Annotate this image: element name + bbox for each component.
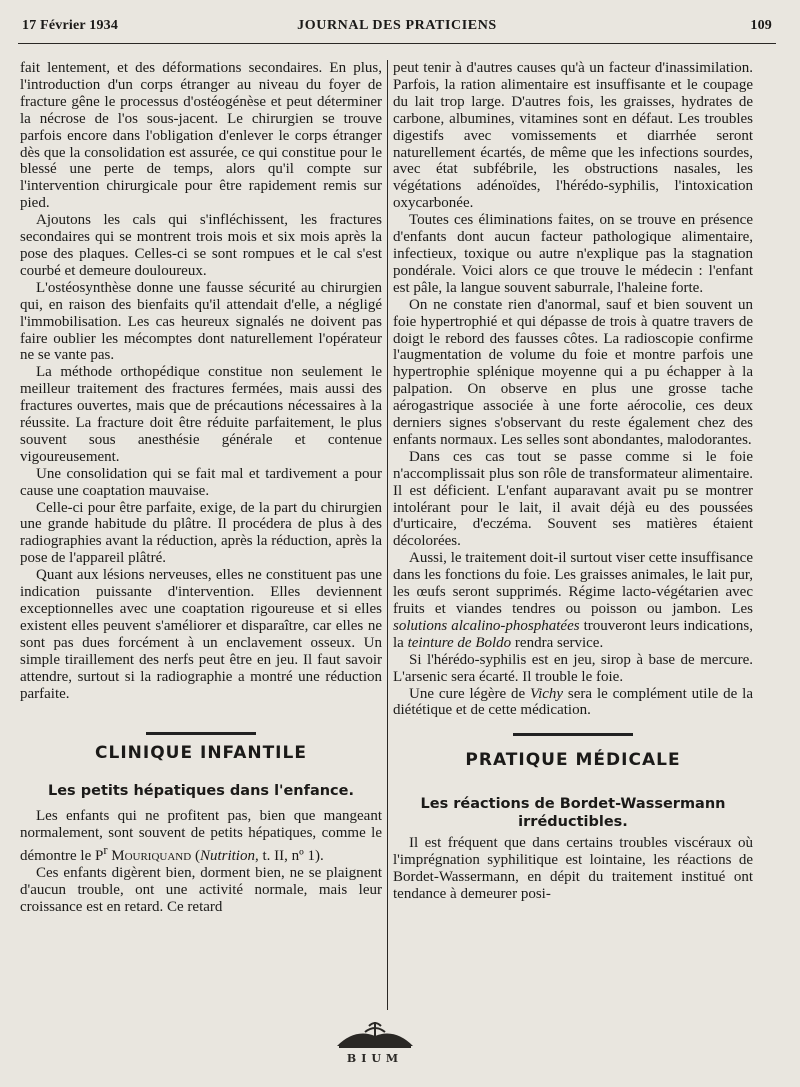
paragraph: Une consolidation qui se fait mal et tardivement a pour cause une coaptation mauvaise. xyxy=(20,465,382,499)
section-heading-pratique: PRATIQUE MÉDICALE xyxy=(465,750,681,771)
paragraph: Ajoutons les cals qui s'infléchissent, les fractures secondaires qui se montrent trois mois et six mois après la pose des plaques. Celles-ci se sont rompues et le cal s'est courbé et demeure douloureux. xyxy=(20,212,382,279)
article-title-hepatiques: Les petits hépatiques dans l'enfance. xyxy=(47,783,354,800)
journal-reference: Nutrition xyxy=(199,848,255,865)
paragraph: Les enfants qui ne profitent pas, bien que mangeant normalement, sont souvent de petits hépatiques, comme le démontre le $P^r$ Mouriquand (Nutrition, t. II, nº 1). xyxy=(20,808,382,865)
paragraph: On ne constate rien d'anormal, sauf et bien souvent un foie hypertrophié et qui dépasse de trois à quatre travers de doigt le rebord des fausses côtes. La radioscopie confirme l'augmentation de volume du foie et montre parfois une hypertrophie splénique moyenne qui a pu échapper à la palpation. On observe en plus une grosse tache aérogastrique associée à une forte aérocolie, ces deux derniers signes s'observant du reste également chez des enfants normaux. Les selles sont abondantes, malodorantes. xyxy=(393,296,753,448)
paragraph: Dans ces cas tout se passe comme si le foie n'accomplissait plus son rôle de transformateur alimentaire. Il est déficient. L'enfant auparavant avait pu se montrer intolérant pour le lait, il avait déjà eu des poussées d'urticaire, d'eczéma. Souvent ses matières étaient décolorées. xyxy=(393,448,753,550)
article-title-bordet: Les réactions de Bordet-Wassermann irréductibles. xyxy=(420,796,726,831)
paragraph: fait lentement, et des déformations secondaires. En plus, l'introduction d'un corps étranger au niveau du foyer de fracture gêne le processus d'ostéogénèse et peut déterminer la nécrose de l'os sous-jacent. Le chirurgien se trouve parfois encore dans l'obligation d'enlever le corps étranger dès que la consolidation est assurée, ce qui constitue pour le blessé une perte de temps, alors qu'il compte sur l'intervention chirurgicale pour être rapidement remis sur pied. xyxy=(20,60,382,212)
logo-label: BIUM xyxy=(346,1052,404,1065)
paragraph: Il est fréquent que dans certains troubles viscéraux où l'imprégnation syphilitique est lointaine, les réactions de Bordet-Wassermann, en dépit du traitement institué ont tendance à demeurer posi- xyxy=(393,835,753,902)
author-name: Mouriquand xyxy=(111,848,192,865)
page-number: 109 xyxy=(750,18,772,33)
library-emblem-icon xyxy=(335,1020,415,1050)
paragraph: Quant aux lésions nerveuses, elles ne constituent pas une indication puissante d'intervention. Elles deviennent exceptionnelles avec une coaptation rigoureuse et si elles existent elles peuvent s'améliorer et disparaître, car elles ne sont pas dues forcément à un enclavement osseux. Un simple tiraillement des nerfs peut être en jeu. Il faut savoir attendre, surtout si la radiographie a montré une réduction parfaite. xyxy=(20,567,382,702)
paragraph: peut tenir à d'autres causes qu'à un facteur d'inassimilation. Parfois, la ration alimentaire est insuffisante et le coupage du lait trop large. D'autres fois, les graisses, hydrates de carbone, albumines, vitamines sont en défaut. Les troubles digestifs avec vomissements et diarrhée seront naturellement écartés, de même que les infections sourdes, avec état subfébrile, les obstructions nasales, les végétations adénoïdes, l'hérédo-syphilis, l'intoxication oxycarbonée. xyxy=(393,60,753,212)
paragraph: L'ostéosynthèse donne une fausse sécurité au chirurgien qui, en raison des bienfaits qu'il attendait d'elle, a négligé l'immobilisation. Les cas heureux signalés ne doivent pas faire oublier les mécomptes dont naturellement l'opérateur ne se vante pas. xyxy=(20,279,382,364)
paragraph: Aussi, le traitement doit-il surtout viser cette insuffisance dans les fonctions du foie. Les graisses animales, le lait pur, les œufs seront supprimés. Régime lacto-végétarien avec fruits et viandes tendres ou poisson ou jambon. Les solutions alcalino-phosphatées trouveront leurs indications, la teinture de Boldo rendra service. xyxy=(393,550,753,651)
right-column xyxy=(393,60,753,903)
paragraph: Une cure légère de Vichy sera le complément utile de la diététique et de cette médication. xyxy=(393,685,753,719)
paragraph: Ces enfants digèrent bien, dorment bien, ne se plaignent d'aucun trouble, ont une activité normale, mais leur croissance est en retard. Ce retard xyxy=(20,865,382,915)
running-head xyxy=(22,18,772,40)
issue-date: 17 Février 1934 xyxy=(22,18,119,33)
header-rule xyxy=(18,43,776,44)
paragraph: Celle-ci pour être parfaite, exige, de la part du chirurgien une grande habitude du plâtre. Il procédera de plus à des radiographies avant la réduction, après la réduction, après la pose de l'appareil plâtré. xyxy=(20,499,382,567)
section-rule xyxy=(146,732,256,735)
section-rule xyxy=(513,733,633,736)
paragraph: Si l'hérédo-syphilis est en jeu, sirop à base de mercure. L'arsenic sera écarté. Il trouble le foie. xyxy=(393,651,753,685)
left-column xyxy=(20,60,382,916)
section-heading-clinique: CLINIQUE INFANTILE xyxy=(95,743,307,764)
paragraph: Toutes ces éliminations faites, on se trouve en présence d'enfants dont aucun facteur pathologique alimentaire, infectieux, toxique ou autre n'explique pas la stagnation pondérale. Voici alors ce que trouve le médecin : l'enfant est pâle, la langue souvent saburrale, l'haleine forte. xyxy=(393,212,753,296)
bium-logo xyxy=(330,1020,420,1070)
journal-title: JOURNAL DES PRATICIENS xyxy=(297,18,497,33)
paragraph: La méthode orthopédique constitue non seulement le meilleur traitement des fractures fermées, mais aussi des fractures ouvertes, mais que de précautions nécessaires à la réussite. La fracture doit être réduite parfaitement, le plus souvent sous anesthésie générale et contenue vigoureusement. xyxy=(20,364,382,465)
column-divider xyxy=(387,60,388,1010)
